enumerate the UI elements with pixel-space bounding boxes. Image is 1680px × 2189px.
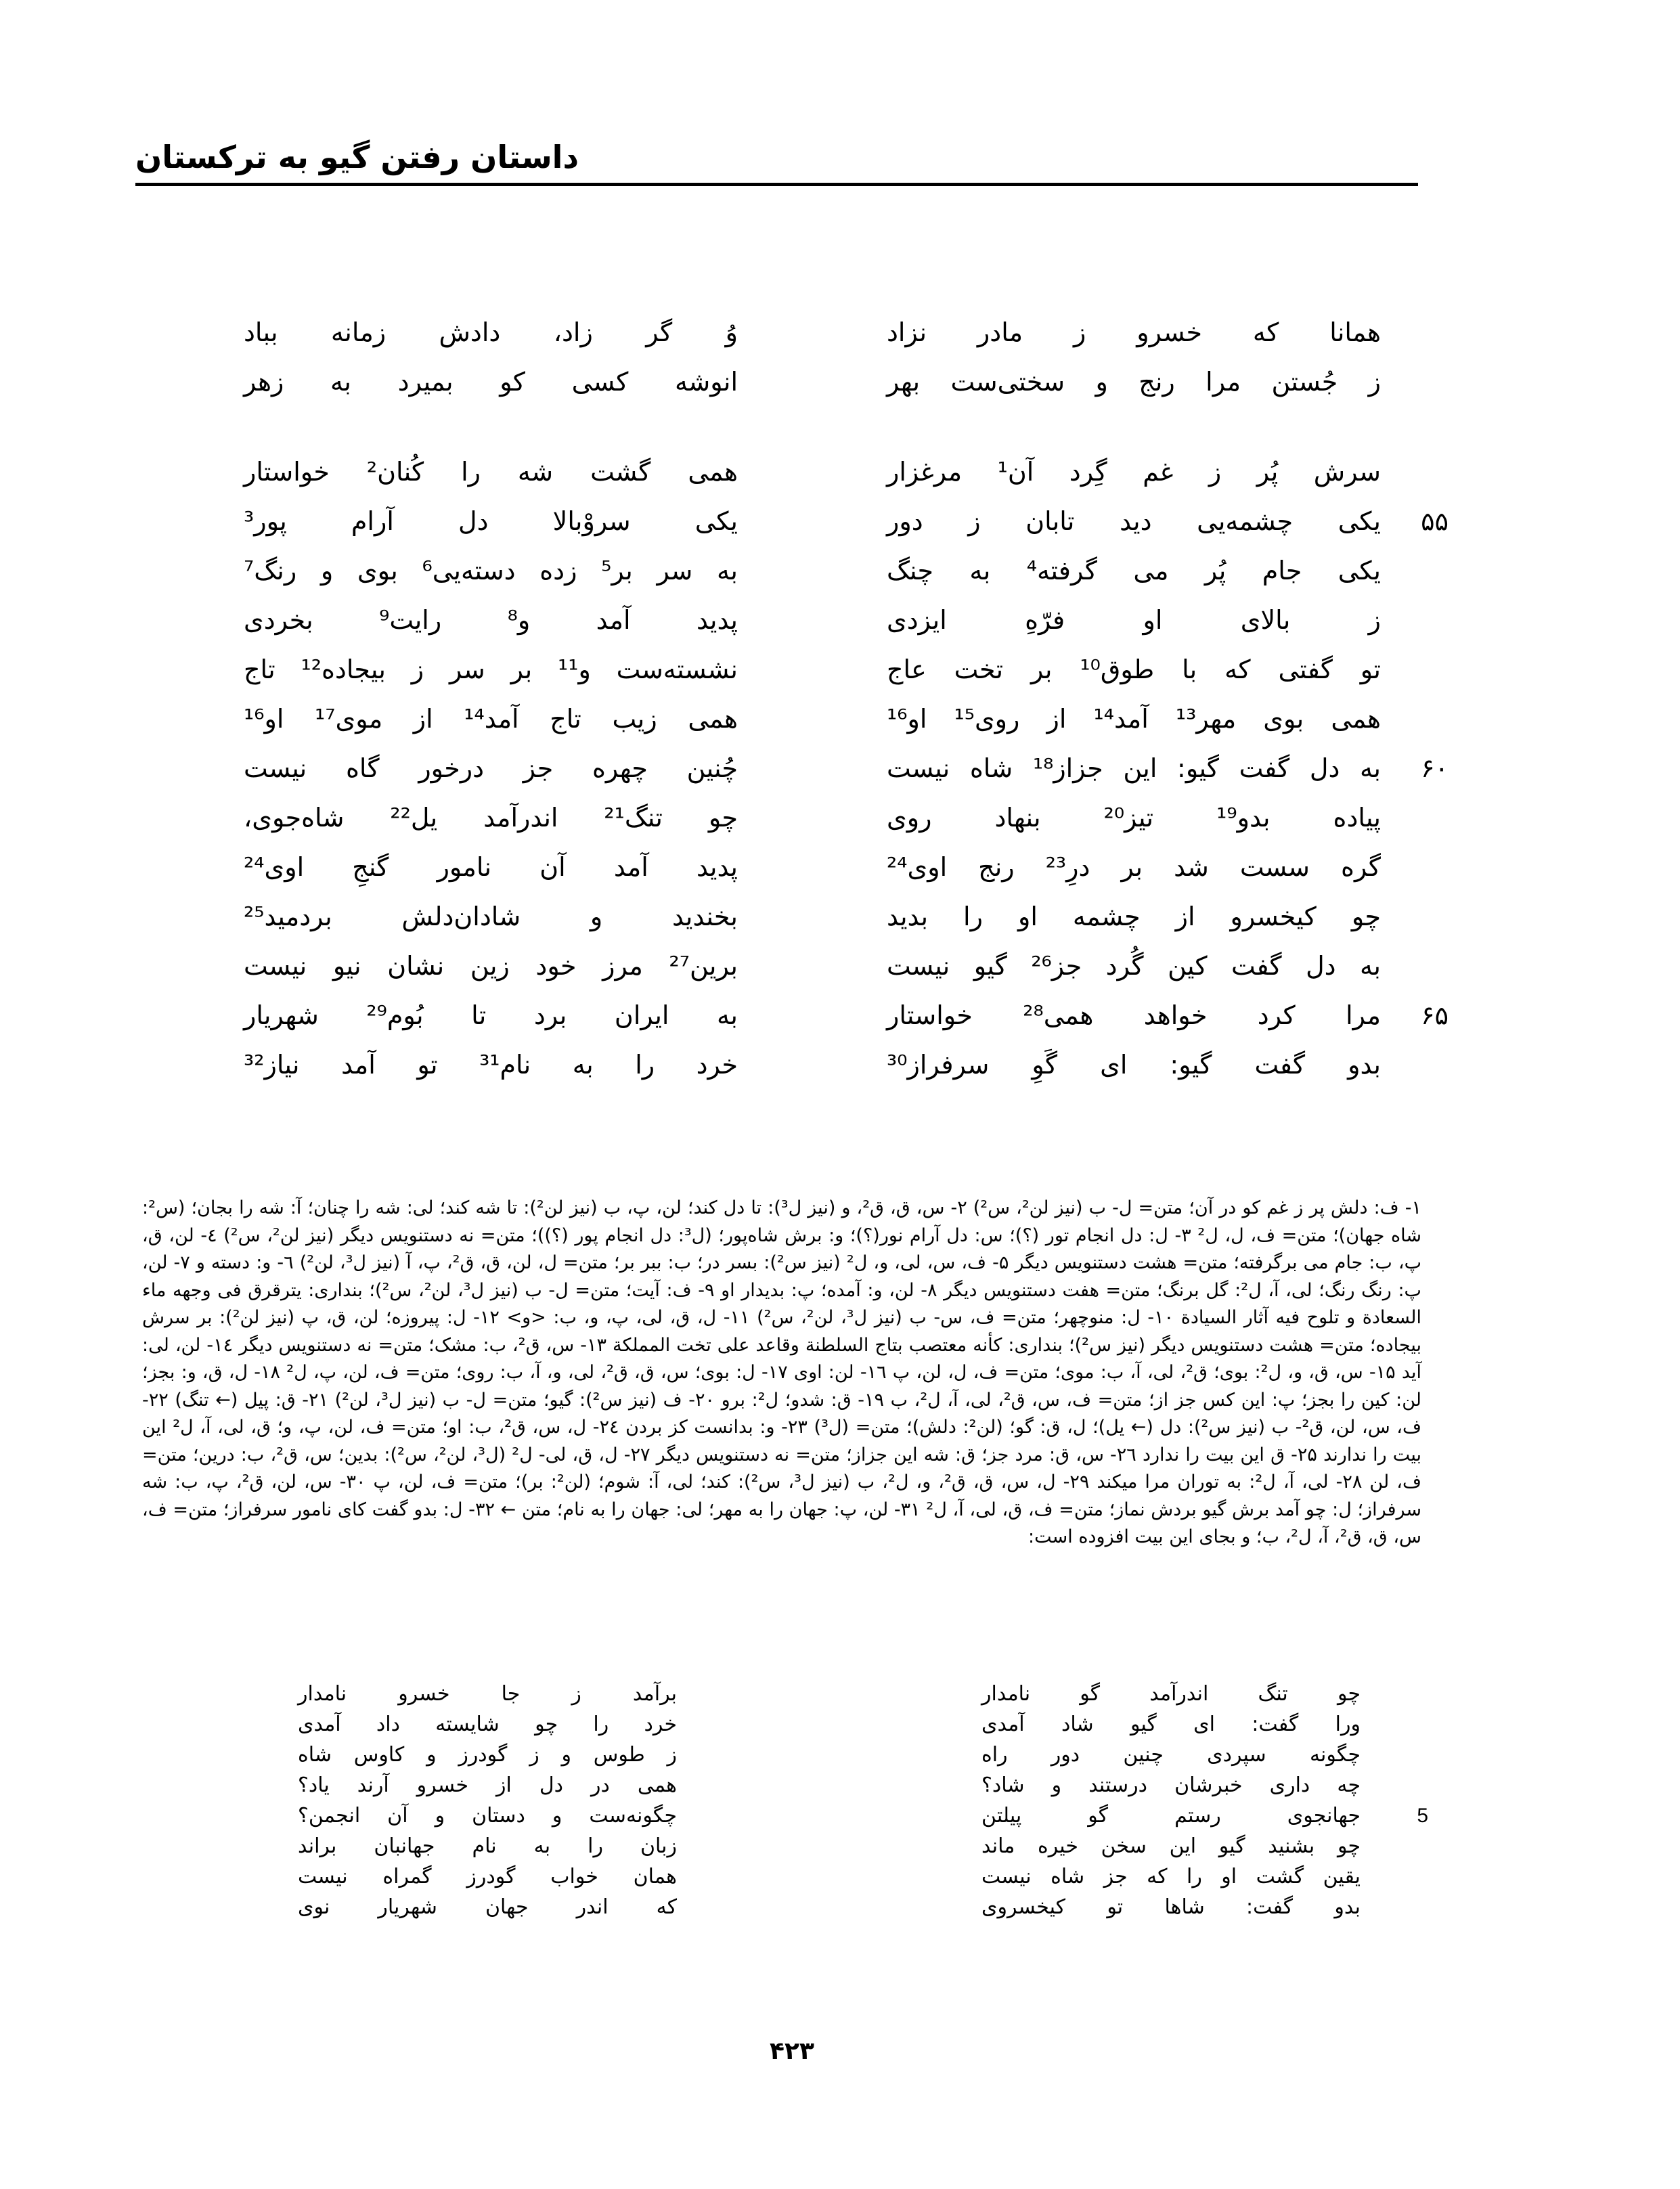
hemistich-first: جهانجوی رستم گو پیلتن	[981, 1804, 1361, 1828]
verse-couplet	[298, 1892, 1361, 1922]
running-title: داستان رفتن گیو به ترکستان	[135, 139, 579, 175]
hemistich-second: به ایران برد تا بُوم²⁹ شهریار	[244, 1000, 738, 1030]
hemistich-second: چو تنگ²¹ اندرآمد یل²² شاه‌جوی،	[244, 803, 738, 833]
verse-line-number: ۶۰	[1421, 753, 1449, 783]
hemistich-first: سرش پُر ز غم گِرد آن¹ مرغزار	[887, 457, 1381, 487]
hemistich-first: بدو گفت: شاها تو کیخسروی	[981, 1895, 1361, 1919]
verse-couplet	[244, 793, 1381, 843]
verse-line-number: ۶۵	[1421, 1000, 1449, 1030]
hemistich-first: چو بشنید گیو این سخن خیره ماند	[981, 1834, 1361, 1858]
hemistich-first: یکی چشمه‌یی دید تابان ز دور	[887, 506, 1381, 536]
hemistich-second: چُنین چهره جز درخور گاه نیست	[244, 753, 738, 783]
verse-couplet	[244, 308, 1381, 357]
hemistich-first: چه داری خبرشان درستند و شاد؟	[981, 1773, 1361, 1797]
hemistich-second: یکی سروْبالا دل آرام پور³	[244, 506, 738, 536]
verse-couplet	[244, 645, 1381, 694]
hemistich-first: چو کیخسرو از چشمه او را بدید	[887, 902, 1381, 931]
critical-apparatus-footnotes: ۱- ف: دلش پر ز غم کو در آن؛ متن= ل- ب (نیز لن²، س²) ۲- س، ق، ق²، و (نیز ل³): تا دل کند؛ لن، پ، ب (نیز لن²): تا شه کند؛ لی: شه را چنان؛ آ: شه را بجان؛ (س²: شاه جهان)؛ متن= ف، ل، ل² ۳- ل: دل انجام تور (؟)؛ س: دل آرام نور(؟)؛ و: برش شاه‌پور؛ (ل³: دل انجام پور (؟))؛ متن= نه دستنویس دیگر (نیز لن²، س²) ٤- لن، ق، پ، ب: جام می برگرفته؛ متن= هشت دستنویس دیگر ۵- ف، س، لی، و، ل² (نیز س²): بسر در؛ ب: ببر بر؛ متن= ل، لن، ق، ق²، پ، آ (نیز ل³، لن²) ٦- و: دسته و ۷- لن، پ: رنگ رنگ؛ لی، آ، ل²: گل برنگ؛ متن= هفت دستنویس دیگر ۸- لن، و: آمده؛ پ: بدیدار او ۹- ف: آیت؛ متن= ل- ب (نیز ل³، لن²، س²)؛ بنداری: یترقرق فی وجهه ماء السعادة و تلوح فیه آثار السیادة ۱۰- ل: منوچهر؛ متن= ف، س- ب (نیز ل³، لن²، س²) ۱۱- ل، ق، لی، پ، و، ب: <و> ۱۲- ل: پیروزه؛ لن، ق، پ (نیز لن²): بر سرش بیجاده؛ متن= هشت دستنویس دیگر (نیز س²)؛ بنداری: کأنه معتصب بتاج السلطنة وقاعد علی تخت المملکة ۱۳- س، ق²، ب: مشک؛ متن= نه دستنویس دیگر ١٤- لن، لی: آید ۱۵- س، ق، و، ل²: بوی؛ ق²، لی، آ، ب: موی؛ متن= ف، ل، لن، پ ١٦- لن: اوی ۱۷- ل: بوی؛ س، ق، ق²، لی، و، آ، ب: روی؛ متن= ف، لن، پ، ل² ۱۸- ل، ق، و: بجز؛ لن: کین را بجز؛ پ: این کس جز از؛ متن= ف، س، ق²، لی، آ، ل²، ب ۱۹- ق: شدو؛ ل²: برو ۲۰- ف (نیز س²): گیو؛ متن= ل- ب (نیز ل³، لن²) ۲۱- ق: پیل (← تنگ) ۲۲- ف، س، لن، ق²- ب (نیز س²): دل (← یل)؛ ل، ق: گو؛ (لن²: دلش)؛ متن= (ل³) ۲۳- و: بدانست کز بردن ۲٤- ل، س، ق²، ب: او؛ متن= ف، لن، پ، و؛ ق، لی، آ، ل² این بیت را ندارند ۲۵- ق این بیت را ندارد ۲٦- س، ق: مرد جز؛ ق: شه این جزاز؛ متن= نه دستنویس دیگر ۲۷- ل، ق، لی- ل² (ل³، لن²، س²): بدین؛ س، ق²، ب: درین؛ متن= ف، لن ۲۸- لی، آ، ل²: به توران مرا میکند ۲۹- ل، س، ق، ق²، و، ل²، ب (نیز ل³، س²): کند؛ لی، آ: شوم؛ (لن²: بر)؛ متن= ف، لن، پ ۳۰- س، لن، ق²، پ، ب: شه سرفراز؛ ل: چو آمد برش گیو بردش نماز؛ متن= ف، ق، لی، آ، ل² ۳۱- لن، پ: جهان را به مهر؛ لی: جهان را به نام؛ متن ← ۳۲- ل: بدو گفت کای نامور سرفراز؛ متن= ف، س، ق، ق²، آ، ل²، ب؛ و بجای این بیت افزوده است:	[142, 1197, 1422, 1547]
verse-couplet	[244, 744, 1449, 793]
hemistich-first: ورا گفت: ای گیو شاد آمدی	[981, 1712, 1361, 1736]
verse-couplet	[244, 694, 1381, 744]
hemistich-second: که اندر جهان شهریار نوی	[298, 1895, 677, 1919]
hemistich-first: به دل گفت گیو: این جزاز¹⁸ شاه نیست	[887, 753, 1381, 783]
hemistich-second: انوشه کسی کو بمیرد به زهر	[244, 367, 738, 397]
hemistich-first: ز بالای او فرّهِ ایزدی	[887, 605, 1381, 635]
hemistich-first: یکی جام پُر می گرفته⁴ به چنگ	[887, 556, 1381, 585]
hemistich-first: همی بوی مهر¹³ آمد¹⁴ از روی¹⁵ او¹⁶	[887, 704, 1381, 734]
hemistich-first: تو گفتی که با طوق¹⁰ بر تخت عاج	[887, 655, 1381, 684]
hemistich-first: به دل گفت کین گُرد جز²⁶ گیو نیست	[887, 951, 1381, 981]
hemistich-first: بدو گفت گیو: ای گَوِ سرفراز³⁰	[887, 1050, 1381, 1080]
hemistich-second: خرد را چو شایسته داد آمدی	[298, 1712, 677, 1736]
verse-couplet	[244, 892, 1381, 942]
verse-line-number: 5	[1417, 1805, 1428, 1827]
verse-couplet	[298, 1679, 1361, 1709]
verse-couplet	[244, 942, 1381, 991]
page-number: ۴۲۳	[770, 2037, 814, 2065]
verse-couplet	[298, 1770, 1361, 1800]
verse-couplet	[244, 991, 1449, 1040]
verse-couplet	[244, 1040, 1381, 1090]
verse-block	[244, 308, 1449, 1090]
hemistich-first: چگونه سپردی چنین دور راه	[981, 1743, 1361, 1767]
verse-couplet	[244, 546, 1381, 596]
hemistich-second: به سر بر⁵ زده دسته‌یی⁶ بوی و رنگ⁷	[244, 556, 738, 585]
verse-couplet	[244, 843, 1381, 892]
hemistich-second: همی گشت شه را کُنان² خواستار	[244, 457, 738, 487]
verse-couplet	[244, 357, 1381, 407]
verse-couplet	[244, 596, 1381, 645]
hemistich-second: همی زیب تاج آمد¹⁴ از موی¹⁷ او¹⁶	[244, 704, 738, 734]
hemistich-second: زبان را به نام جهانبان براند	[298, 1834, 677, 1858]
hemistich-second: وُ گر زاد، دادش زمانه بباد	[244, 317, 738, 347]
hemistich-first: چو تنگ اندرآمد گو نامدار	[981, 1682, 1361, 1706]
hemistich-second: همی در دل از خسرو آرند یاد؟	[298, 1773, 677, 1797]
verse-line-number: ۵۵	[1421, 506, 1449, 536]
hemistich-second: خرد را به نام³¹ تو آمد نیاز³²	[244, 1050, 738, 1080]
hemistich-second: ز طوس و ز گودرز و کاوس شاه	[298, 1743, 677, 1767]
verse-couplet	[298, 1709, 1361, 1740]
hemistich-first: ز جُستن مرا رنج و سختی‌ست بهر	[887, 367, 1381, 397]
hemistich-second: برین²⁷ مرز خود زین نشان نیو نیست	[244, 951, 738, 981]
hemistich-first: یقین گشت او را که جز شاه نیست	[981, 1865, 1361, 1888]
verse-couplet	[298, 1740, 1361, 1770]
hemistich-second: همان خواب گودرز گمراه نیست	[298, 1865, 677, 1888]
hemistich-first: گره سست شد بر درِ²³ رنج اوی²⁴	[887, 852, 1381, 882]
verse-couplet	[244, 497, 1449, 546]
hemistich-second: چگونه‌ست و دستان و آن انجمن؟	[298, 1804, 677, 1828]
appended-verses-block	[298, 1679, 1428, 1922]
header-rule	[135, 183, 1418, 186]
hemistich-first: پیاده بدو¹⁹ تیز²⁰ بنهاد روی	[887, 803, 1381, 833]
hemistich-first: مرا کرد خواهد همی²⁸ خواستار	[887, 1000, 1381, 1030]
verse-couplet	[244, 447, 1381, 497]
verse-couplet	[298, 1800, 1428, 1831]
verse-couplet	[298, 1831, 1361, 1861]
hemistich-second: پدید آمد و⁸ رایت⁹ بخردی	[244, 605, 738, 635]
hemistich-second: بخندید و شادان‌دلش بردمید²⁵	[244, 902, 738, 931]
hemistich-second: نشسته‌ست و¹¹ بر سر ز بیجاده¹² تاج	[244, 655, 738, 684]
hemistich-second: پدید آمد آن نامور گنجِ اوی²⁴	[244, 852, 738, 882]
hemistich-first: همانا که خسرو ز مادر نزاد	[887, 317, 1381, 347]
verse-couplet	[298, 1861, 1361, 1892]
hemistich-second: برآمد ز جا خسرو نامدار	[298, 1682, 677, 1706]
